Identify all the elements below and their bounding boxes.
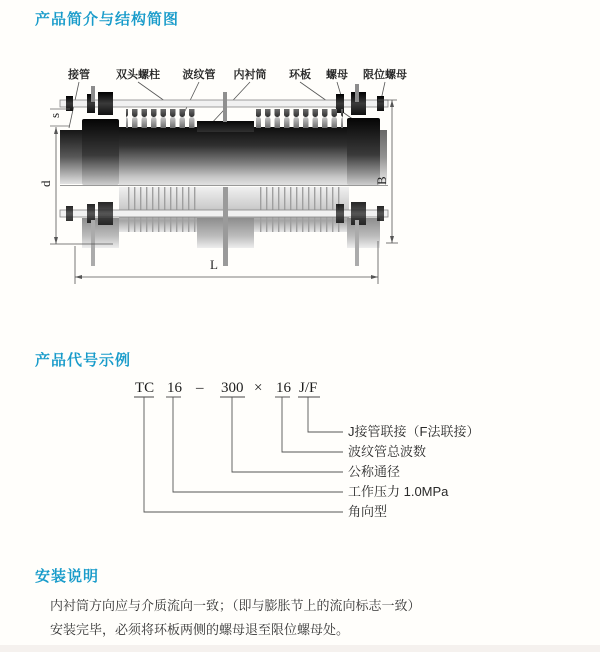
section-title-install: 安装说明 [35,568,100,585]
installation-line-1: 内衬筒方向应与介质流向一致；（即与膨胀节上的流向标志一致） [50,598,421,613]
callout-type: 角向型 [348,504,388,519]
code-seg-diameter: 300 [221,380,244,396]
structure-diagram [36,60,411,297]
section-stripes-left [124,187,198,232]
product-code-example [35,374,565,539]
code-seg-connection: J/F [299,380,318,396]
dim-b-arrow-bottom [390,236,394,243]
product-code-svg [35,374,565,539]
part-label-neichentong: 内衬筒 [233,69,267,81]
section-stripes-right [256,187,344,232]
dim-l-arrow-right [371,275,378,279]
ring-plate-left [82,119,119,185]
dim-label-d: d [38,180,53,187]
part-label-bowenguan: 波纹管 [182,69,216,81]
callout-lines [144,397,343,512]
code-seg-dash: – [196,380,204,396]
dim-l-arrow-left [75,275,82,279]
code-seg-type: TC [135,380,155,396]
part-label-shuangtouluozhu: 双头螺柱 [116,69,160,81]
dim-label-s: s [47,112,62,118]
liner-collar [197,121,254,132]
part-label-huanban: 环板 [289,69,311,81]
bellows-crowns-right [256,109,343,128]
dim-b-arrow-top [390,100,394,107]
section-title-code: 产品代号示例 [35,352,132,369]
callout-pressure: 工作压力 1.0MPa [348,484,449,499]
stud-center-top [223,92,227,122]
callout-waves: 波纹管总波数 [348,444,427,459]
ring-plate-right [347,118,380,185]
stud-right-lower [355,220,359,266]
bellows-crowns-left [126,109,198,128]
installation-line-2: 安装完毕，必须将环板两侧的螺母退至限位螺母处。 [50,622,350,637]
dim-d-arrow-bottom [54,237,58,244]
code-seg-waves: 16 [276,380,291,396]
pipe-stub-left [60,130,82,184]
installation-instructions [50,594,560,642]
dim-d-arrow-top [54,127,58,134]
part-label-jieguan: 接管 [68,69,90,81]
page-bottom-strip [0,645,600,652]
section-title-intro: 产品简介与结构简图 [35,11,180,28]
part-label-xianweiluomu: 限位螺母 [363,69,407,81]
structure-diagram-svg [36,60,411,297]
dim-label-l: L [210,257,218,272]
bellows-body [119,127,349,185]
callout-connection: J接管联接（F法联接） [348,424,480,439]
pipe-stub-right [380,130,387,184]
callout-diameter: 公称通径 [348,464,401,479]
part-label-luomu: 螺母 [326,69,348,81]
code-seg-times: × [254,380,263,396]
dim-label-b: B [374,176,389,185]
stud-left-lower [91,220,95,266]
stud-left [91,86,95,102]
stud-center-lower [223,187,228,266]
code-seg-pressure: 16 [167,380,182,396]
stud-right [355,84,359,102]
